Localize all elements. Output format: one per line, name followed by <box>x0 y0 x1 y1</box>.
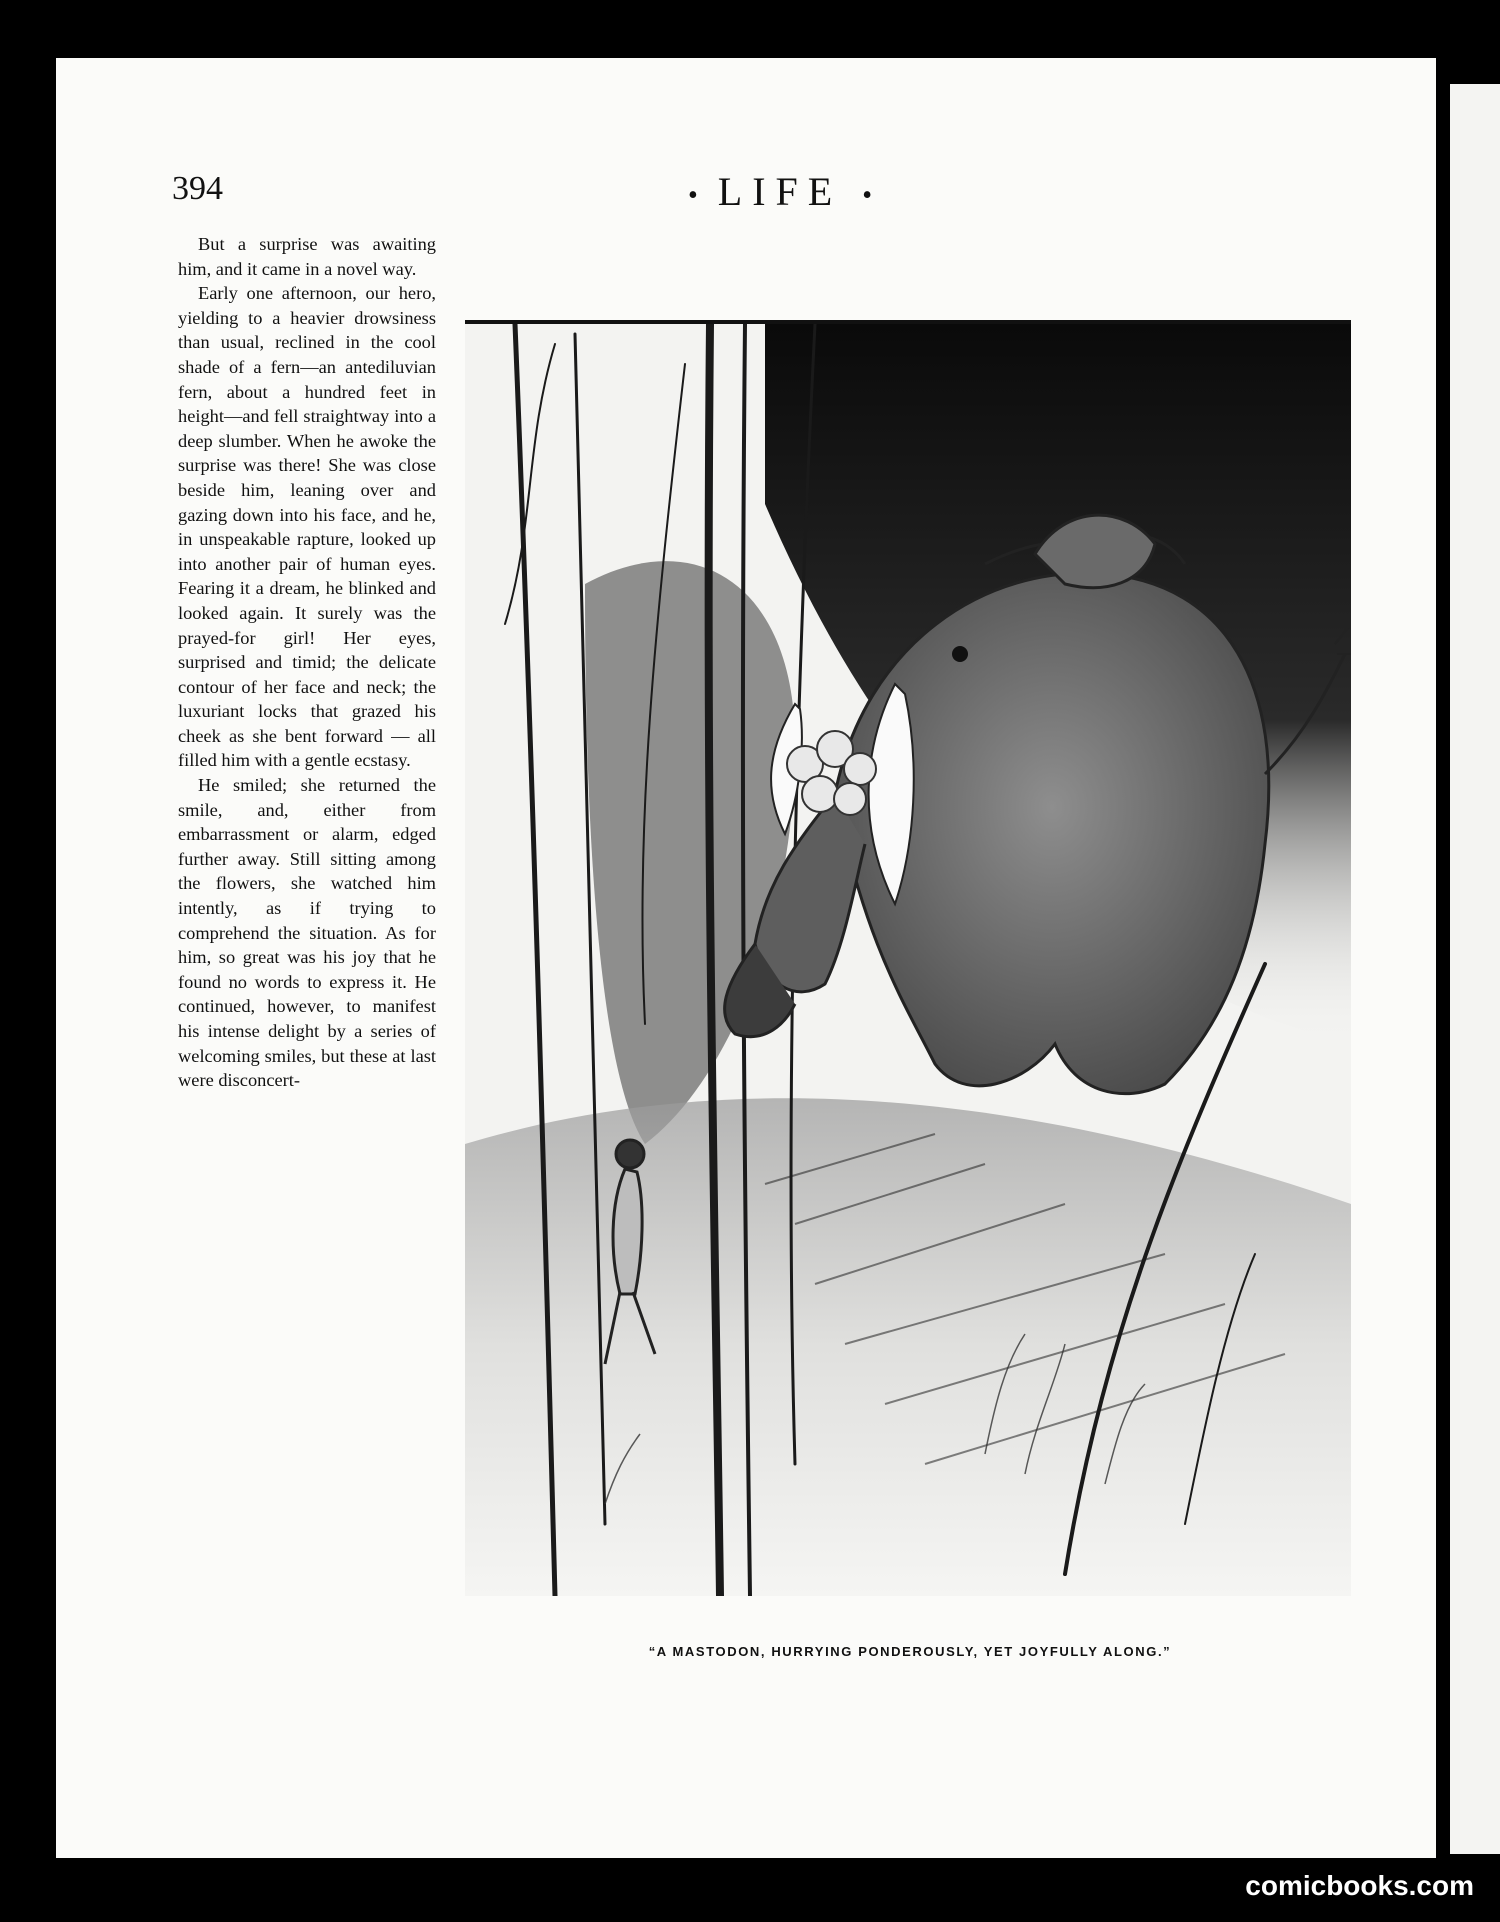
masthead-title: LIFE <box>717 169 843 214</box>
illustration-drawing <box>465 324 1351 1596</box>
page-number: 394 <box>172 170 223 207</box>
article-paragraph: But a surprise was awaiting him, and it came in a novel way. <box>178 234 436 279</box>
article-paragraph: Early one afternoon, our hero, yielding to a heavier drowsiness than usual, reclined in the cool shade of a fern—an antediluvian fern, about a hundred feet in height—and fell straightway into a deep slumber. When he awoke the surprise was there! She was close beside him, leaning over and gazing down into his face, and he, in unspeakable rapture, looked up into another pair of human eyes. Fearing it a dream, he blinked and looked again. It surely was the prayed-for girl! Her eyes, surprised and timid; the delicate contour of her face and neck; the luxuriant locks that grazed his cheek as she bent forward — all filled him with a gentle ecstasy. <box>178 283 436 771</box>
illustration-caption: “A MASTODON, HURRYING PONDEROUSLY, YET JOYFULLY ALONG.” <box>648 1644 1172 1659</box>
masthead <box>620 168 940 215</box>
article-paragraph: He smiled; she returned the smile, and, either from embarrassment or alarm, edged further away. Still sitting among the flowers, she watched him intently, as if trying to comprehend the situation. As for him, so great was his joy that he found no words to express it. He continued, however, to manifest his intense delight by a series of welcoming smiles, but these at last were disconcert- <box>178 775 436 1091</box>
masthead-ornament-left: • <box>687 179 698 211</box>
masthead-ornament-right: • <box>862 179 873 211</box>
watermark: comicbooks.com <box>1245 1870 1474 1901</box>
article-column <box>178 232 436 1093</box>
adjacent-page-edge <box>1442 84 1500 1854</box>
mastodon-illustration <box>465 320 1351 1596</box>
